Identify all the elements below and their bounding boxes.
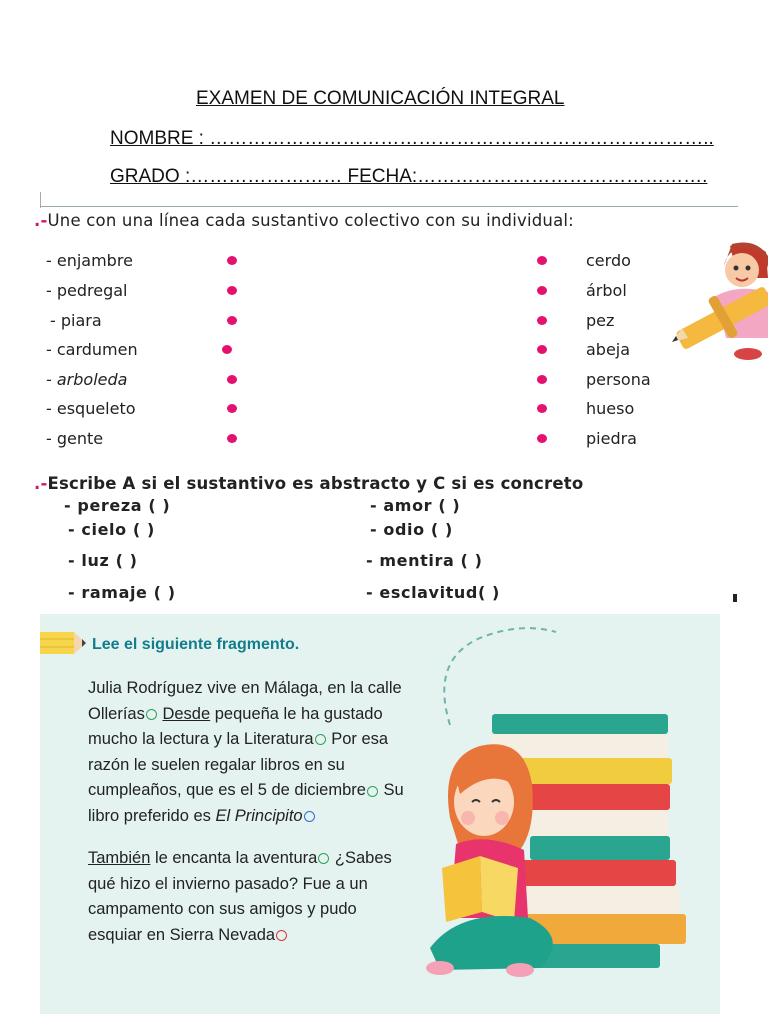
text-line bbox=[88, 727, 404, 753]
exam-title: EXAMEN DE COMUNICACIÓN INTEGRAL bbox=[196, 88, 565, 109]
grade-date-line: GRADO :…………………… FECHA:………………………………………. bbox=[110, 166, 708, 187]
individual-item: pez bbox=[586, 311, 615, 330]
text-span: esquiar en Sierra Nevada bbox=[88, 925, 276, 944]
individual-item: persona bbox=[586, 370, 651, 389]
bullet-icon bbox=[537, 256, 547, 265]
punctuation-circle-icon bbox=[304, 811, 315, 822]
individual-item: abeja bbox=[586, 340, 631, 359]
punctuation-circle-icon bbox=[315, 734, 326, 745]
section1-instruction bbox=[34, 211, 574, 230]
noun-answer-item: - pereza ( ) bbox=[64, 496, 171, 515]
noun-answer-item: - odio ( ) bbox=[370, 520, 453, 539]
bullet-icon bbox=[537, 434, 547, 443]
individual-item: cerdo bbox=[586, 251, 631, 270]
text-line bbox=[88, 846, 392, 872]
text-span: libro preferido es bbox=[88, 806, 216, 825]
collective-item: - cardumen bbox=[46, 340, 138, 359]
pencil-icon bbox=[40, 624, 88, 664]
bullet-icon bbox=[537, 286, 547, 295]
text-span: cumpleaños, que es el 5 de diciembre bbox=[88, 781, 366, 800]
collective-item: - esqueleto bbox=[46, 399, 136, 418]
noun-answer-item: - mentira ( ) bbox=[366, 551, 483, 570]
bullet-icon bbox=[537, 404, 547, 413]
text-line: qué hizo el invierno pasado? Fue a un bbox=[88, 874, 368, 893]
punctuation-circle-icon bbox=[318, 853, 329, 864]
divider bbox=[40, 206, 738, 207]
collective-item: - piara bbox=[50, 311, 102, 330]
mark bbox=[733, 594, 737, 602]
girl-reading-books-icon bbox=[420, 618, 720, 988]
text-line: campamento con sus amigos y pudo bbox=[88, 900, 357, 919]
collective-item: - pedregal bbox=[46, 281, 128, 300]
text-line: Julia Rodríguez vive en Málaga, en la calle bbox=[88, 679, 402, 697]
bullet-icon bbox=[227, 404, 237, 413]
bullet-icon bbox=[537, 316, 547, 325]
section1-text: Une con una línea cada sustantivo colectivo con su individual: bbox=[47, 211, 574, 230]
text-span: mucho la lectura y la Literatura bbox=[88, 730, 314, 749]
text-line bbox=[88, 778, 404, 804]
noun-answer-item: - esclavitud( ) bbox=[366, 583, 500, 602]
noun-answer-item: - ramaje ( ) bbox=[68, 583, 176, 602]
text-line bbox=[88, 702, 404, 728]
section-marker: .- bbox=[34, 211, 48, 230]
noun-answer-item: - amor ( ) bbox=[370, 496, 461, 515]
bullet-icon bbox=[227, 375, 237, 384]
bullet-icon bbox=[537, 345, 547, 354]
child-with-pencil-icon bbox=[668, 238, 768, 362]
underlined-word: También bbox=[88, 849, 151, 867]
noun-answer-item: - cielo ( ) bbox=[68, 520, 155, 539]
paragraph-2 bbox=[88, 846, 392, 948]
collective-item: - gente bbox=[46, 429, 104, 448]
book-title: El Principito bbox=[215, 806, 303, 825]
text-span: ¿Sabes bbox=[334, 849, 392, 867]
underlined-word: Desde bbox=[162, 704, 211, 723]
punctuation-circle-icon bbox=[276, 930, 287, 941]
collective-item: - arboleda bbox=[46, 370, 128, 389]
paragraph-1 bbox=[88, 676, 404, 830]
bullet-icon bbox=[227, 434, 237, 443]
bullet-icon bbox=[227, 316, 237, 325]
bullet-icon bbox=[222, 345, 232, 354]
text-line bbox=[88, 923, 392, 949]
reading-heading: Lee el siguiente fragmento. bbox=[92, 636, 300, 653]
text-line: razón le suelen regalar libros en su bbox=[88, 755, 345, 774]
section-marker: .- bbox=[34, 474, 48, 493]
text-span: Su bbox=[383, 781, 404, 800]
bullet-icon bbox=[537, 375, 547, 384]
punctuation-circle-icon bbox=[367, 786, 378, 797]
punctuation-circle-icon bbox=[146, 709, 157, 720]
noun-answer-item: - luz ( ) bbox=[68, 551, 138, 570]
section2-text: Escribe A si el sustantivo es abstracto y C si es concreto bbox=[47, 474, 584, 493]
text-span: Ollerías bbox=[88, 704, 145, 723]
individual-item: árbol bbox=[586, 281, 627, 300]
text-span: le encanta la aventura bbox=[150, 849, 318, 867]
collective-item: - enjambre bbox=[46, 251, 133, 270]
individual-item: hueso bbox=[586, 399, 635, 418]
text-span: Por esa bbox=[331, 730, 389, 749]
individual-item: piedra bbox=[586, 429, 637, 448]
bullet-icon bbox=[227, 256, 237, 265]
text-line bbox=[88, 804, 404, 830]
bullet-icon bbox=[227, 286, 237, 295]
section2-instruction bbox=[34, 474, 583, 493]
text-span: pequeña le ha gustado bbox=[210, 704, 383, 723]
name-line: NOMBRE : …………………………………………………………………….. bbox=[110, 128, 714, 149]
